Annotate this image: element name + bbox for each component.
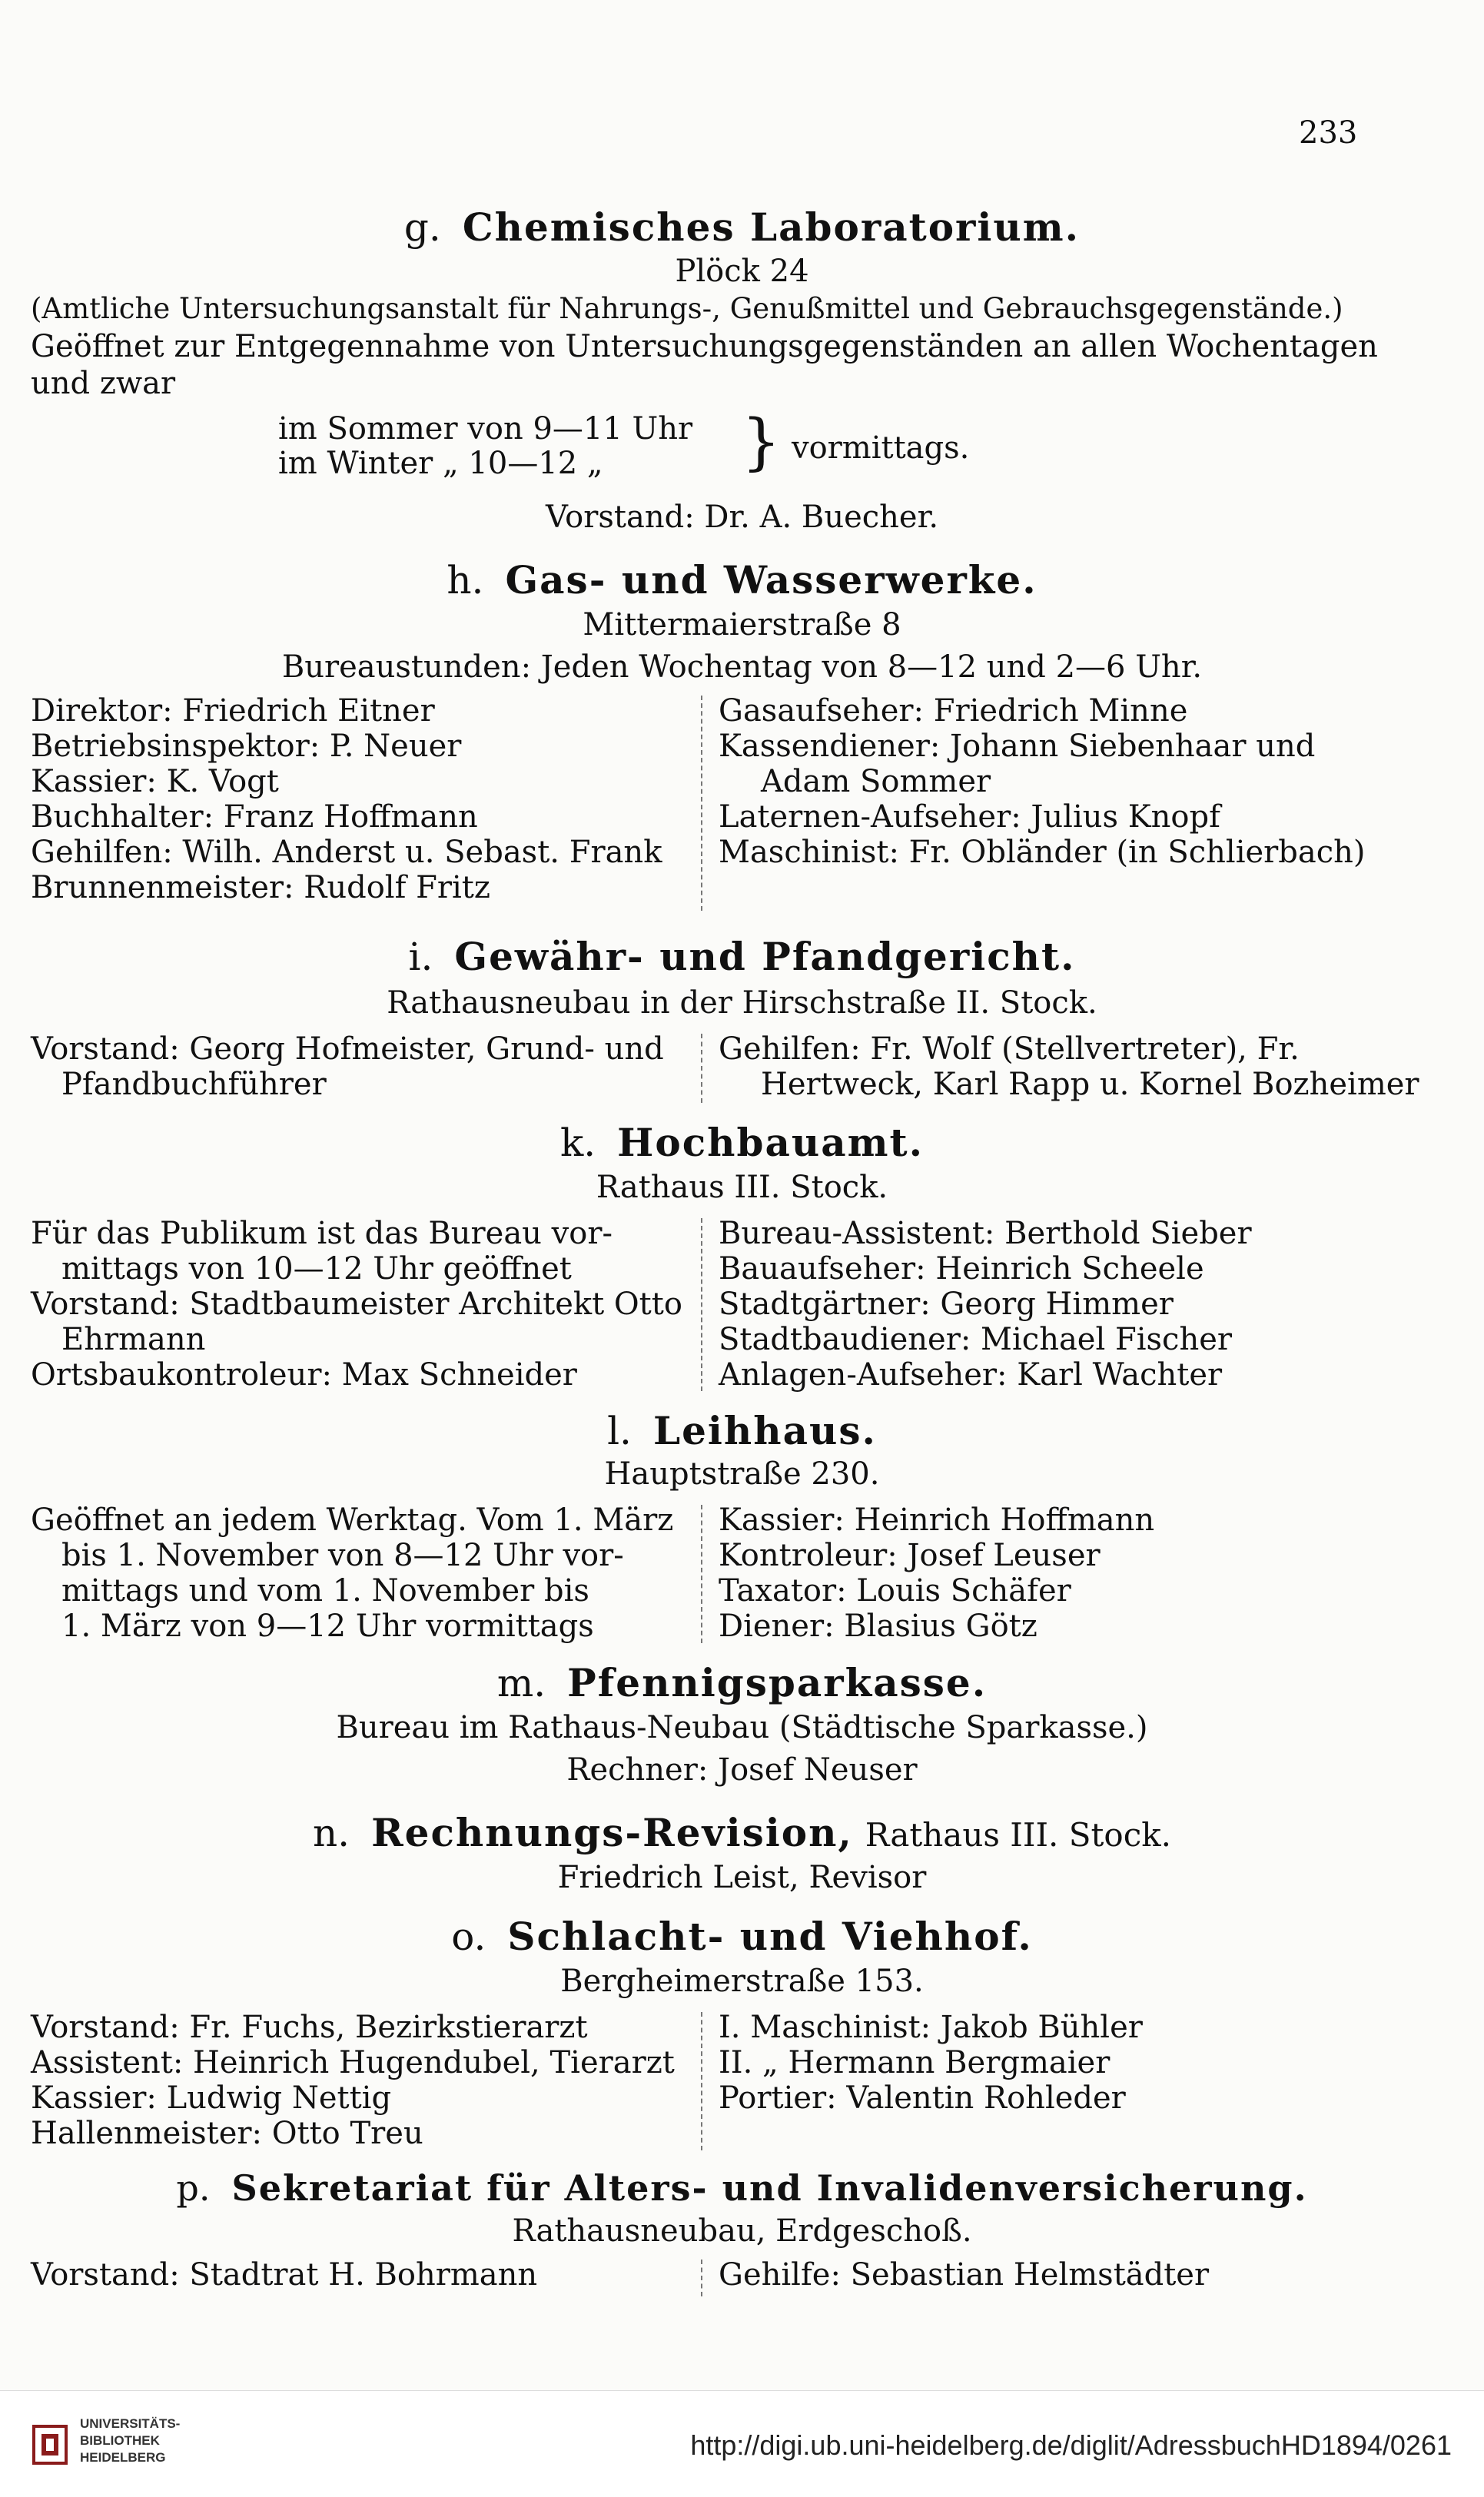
staff-entry: Vorstand: Stadtrat H. Bohrmann [31, 2257, 538, 2293]
staff-entry: Ortsbaukontroleur: Max Schneider [31, 1357, 577, 1393]
section-letter: i. [408, 935, 433, 979]
section-letter: g. [403, 205, 441, 250]
staff-entry: Portier: Valentin Rohleder [719, 2080, 1126, 2116]
staff-entry: Vorstand: Georg Hofmeister, Grund- und [31, 1031, 664, 1067]
staff-entry: Kassier: Heinrich Hoffmann [719, 1503, 1155, 1538]
staff-entry: Pfandbuchführer [61, 1067, 327, 1102]
staff-entry: mittags und vom 1. November bis [61, 1573, 589, 1609]
staff-entry: 1. März von 9—12 Uhr vormittags [61, 1609, 594, 1644]
staff-entry: Hertweck, Karl Rapp u. Kornel Bozheimer [761, 1067, 1419, 1102]
section-title: Gewähr- und Pfandgericht. [454, 934, 1076, 979]
library-name-line: UNIVERSITÄTS- [80, 2416, 181, 2431]
section-l-heading [0, 1408, 1484, 1453]
section-i-address: Rathausneubau in der Hirschstraße II. Stock. [387, 985, 1097, 1021]
section-g-line: Geöffnet zur Entgegennahme von Untersuchungsgegenständen an allen Wochentagen [31, 329, 1378, 364]
staff-entry: Kassier: K. Vogt [31, 764, 279, 799]
staff-entry: Bureau-Assistent: Berthold Sieber [719, 1216, 1252, 1251]
section-m-head: Rechner: Josef Neuser [566, 1752, 918, 1788]
staff-entry: Stadtbaudiener: Michael Fischer [719, 1322, 1233, 1357]
staff-entry: Betriebsinspektor: P. Neuer [31, 729, 462, 764]
section-letter: k. [559, 1121, 596, 1165]
page-number: 233 [1299, 115, 1358, 151]
staff-entry: Hallenmeister: Otto Treu [31, 2116, 423, 2151]
column-divider [701, 696, 702, 911]
column-divider [701, 1034, 702, 1103]
section-o-address: Bergheimerstraße 153. [560, 1964, 924, 1999]
section-p-address: Rathausneubau, Erdgeschoß. [512, 2213, 972, 2249]
section-letter: o. [451, 1914, 486, 1959]
section-p-heading [0, 2167, 1484, 2209]
library-name-line: HEIDELBERG [80, 2450, 166, 2465]
column-divider [701, 2260, 702, 2296]
staff-entry: bis 1. November von 8—12 Uhr vor- [61, 1538, 624, 1573]
staff-entry: Kassendiener: Johann Siebenhaar und [719, 729, 1316, 764]
staff-entry: Gasaufseher: Friedrich Minne [719, 693, 1188, 729]
staff-entry: mittags von 10—12 Uhr geöffnet [61, 1251, 572, 1287]
staff-entry: Kassier: Ludwig Nettig [31, 2080, 392, 2116]
section-h-hours: Bureaustunden: Jeden Wochentag von 8—12 und 2—6 Uhr. [281, 649, 1203, 685]
section-title: Rechnungs-Revision, [371, 1810, 853, 1855]
section-n-heading [0, 1810, 1484, 1855]
section-n-head: Friedrich Leist, Revisor [557, 1860, 927, 1895]
brace-mark: } [742, 406, 781, 477]
staff-entry: Diener: Blasius Götz [719, 1609, 1037, 1644]
staff-entry: I. Maschinist: Jakob Bühler [719, 2010, 1143, 2045]
section-g-line: und zwar [31, 366, 176, 401]
hours-winter: im Winter „ 10—12 „ [278, 446, 603, 481]
staff-entry: Assistent: Heinrich Hugendubel, Tierarzt [31, 2045, 675, 2080]
staff-entry: Gehilfe: Sebastian Helmstädter [719, 2257, 1210, 2293]
column-divider [701, 2012, 702, 2150]
section-m-address: Bureau im Rathaus-Neubau (Städtische Sparkasse.) [336, 1710, 1148, 1745]
staff-entry: II. „ Hermann Bergmaier [719, 2045, 1111, 2080]
section-title: Chemisches Laboratorium. [462, 204, 1081, 250]
staff-entry: Vorstand: Stadtbaumeister Architekt Otto [31, 1287, 682, 1322]
section-letter: h. [447, 558, 484, 603]
staff-entry: Stadtgärtner: Georg Himmer [719, 1287, 1174, 1322]
staff-entry: Bauaufseher: Heinrich Scheele [719, 1251, 1204, 1287]
section-k-heading [0, 1120, 1484, 1165]
staff-entry: Für das Publikum ist das Bureau vor- [31, 1216, 613, 1251]
section-letter: n. [312, 1811, 350, 1855]
section-g-line: (Amtliche Untersuchungsanstalt für Nahrungs-, Genußmittel und Gebrauchsgegenstände.) [31, 292, 1343, 325]
section-title: Gas- und Wasserwerke. [505, 557, 1037, 603]
section-h-heading [0, 557, 1484, 603]
section-g-address: Plöck 24 [675, 254, 809, 289]
library-name-line: BIBLIOTHEK [80, 2433, 160, 2448]
section-l-address: Hauptstraße 230. [604, 1456, 880, 1492]
staff-entry: Brunnenmeister: Rudolf Fritz [31, 870, 490, 905]
library-name [80, 2416, 180, 2466]
staff-entry: Vorstand: Fr. Fuchs, Bezirkstierarzt [31, 2010, 588, 2045]
staff-entry: Kontroleur: Josef Leuser [719, 1538, 1101, 1573]
staff-entry: Maschinist: Fr. Obländer (in Schlierbach) [719, 835, 1366, 870]
staff-entry: Geöffnet an jedem Werktag. Vom 1. März [31, 1503, 674, 1538]
section-g-heading [0, 204, 1484, 250]
section-m-heading [0, 1660, 1484, 1705]
section-letter: m. [496, 1661, 546, 1705]
section-o-heading [0, 1914, 1484, 1959]
staff-entry: Laternen-Aufseher: Julius Knopf [719, 799, 1220, 835]
section-letter: p. [176, 2167, 211, 2209]
section-h-address: Mittermaierstraße 8 [583, 607, 901, 643]
column-divider [701, 1218, 702, 1391]
section-i-heading [0, 934, 1484, 979]
library-logo-icon [31, 2422, 69, 2468]
section-title-tail: Rathaus III. Stock. [865, 1816, 1172, 1854]
section-g-head: Vorstand: Dr. A. Buecher. [545, 500, 939, 535]
staff-entry: Adam Sommer [761, 764, 991, 799]
hours-suffix: vormittags. [792, 430, 970, 466]
staff-entry: Ehrmann [61, 1322, 206, 1357]
staff-entry: Direktor: Friedrich Eitner [31, 693, 435, 729]
section-title: Pfennigsparkasse. [567, 1660, 988, 1705]
staff-entry: Gehilfen: Wilh. Anderst u. Sebast. Frank [31, 835, 662, 870]
staff-entry: Taxator: Louis Schäfer [719, 1573, 1071, 1609]
section-title: Leihhaus. [652, 1408, 877, 1453]
digitization-footer [0, 2390, 1484, 2497]
section-k-address: Rathaus III. Stock. [596, 1170, 888, 1205]
section-title: Hochbauamt. [617, 1120, 925, 1165]
section-title: Schlacht- und Viehhof. [507, 1914, 1033, 1959]
staff-entry: Buchhalter: Franz Hoffmann [31, 799, 478, 835]
staff-entry: Gehilfen: Fr. Wolf (Stellvertreter), Fr. [719, 1031, 1300, 1067]
source-url-link[interactable]: http://digi.ub.uni-heidelberg.de/diglit/AdressbuchHD1894/0261 [690, 2429, 1452, 2461]
column-divider [701, 1505, 702, 1643]
section-letter: l. [607, 1409, 632, 1453]
section-title: Sekretariat für Alters- und Invalidenversicherung. [231, 2167, 1308, 2209]
hours-summer: im Sommer von 9—11 Uhr [278, 411, 693, 447]
staff-entry: Anlagen-Aufseher: Karl Wachter [719, 1357, 1223, 1393]
